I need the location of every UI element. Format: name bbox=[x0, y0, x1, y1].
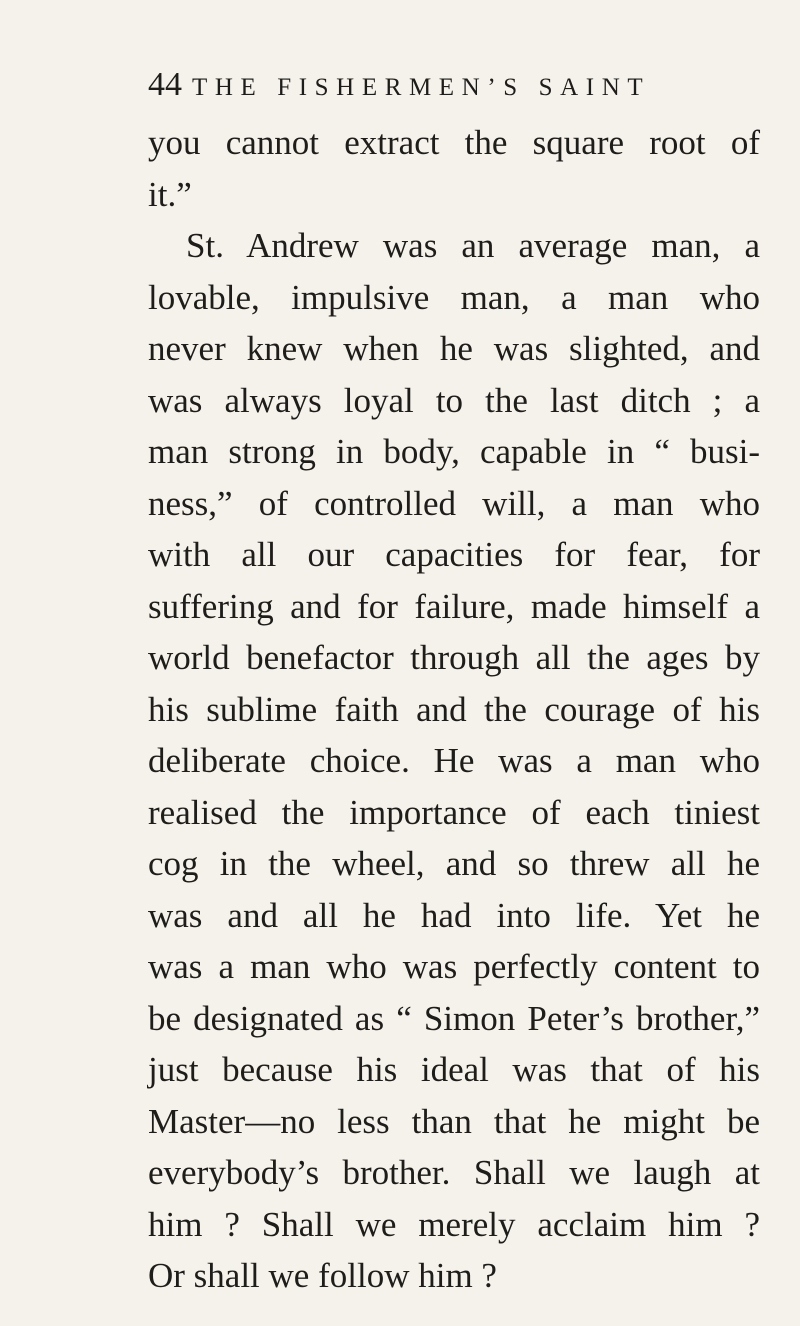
text-line: was and all he had into life. Yet he bbox=[148, 895, 760, 935]
text-line: cog in the wheel, and so threw all he bbox=[148, 844, 760, 883]
text-line: with all our capacities for fear, for bbox=[148, 535, 760, 574]
page-number: 44 bbox=[148, 66, 182, 103]
text-line: ness,” of controlled will, a man who bbox=[148, 483, 760, 523]
text-line: never knew when he was slighted, and bbox=[148, 329, 760, 368]
text-line: just because his ideal was that of his bbox=[148, 1050, 760, 1089]
text-line: his sublime faith and the courage of his bbox=[148, 689, 760, 729]
text-line: deliberate choice. He was a man who bbox=[148, 741, 760, 780]
page-header bbox=[148, 66, 708, 110]
running-title: THE FISHERMEN’S SAINT bbox=[192, 74, 651, 101]
paragraph-start-line: St. Andrew was an average man, a bbox=[186, 226, 760, 265]
text-line: you cannot extract the square root of bbox=[148, 123, 760, 162]
text-line: man strong in body, capable in “ busi- bbox=[148, 432, 760, 471]
text-line: was always loyal to the last ditch ; a bbox=[148, 380, 760, 420]
text-line: was a man who was perfectly content to bbox=[148, 947, 760, 986]
text-line: lovable, impulsive man, a man who bbox=[148, 277, 760, 317]
text-line: it.” bbox=[148, 174, 192, 214]
text-line: Master—no less than that he might be bbox=[148, 1101, 760, 1141]
text-line: world benefactor through all the ages by bbox=[148, 638, 760, 677]
text-line: Or shall we follow him ? bbox=[148, 1256, 497, 1295]
text-line: him ? Shall we merely acclaim him ? bbox=[148, 1204, 760, 1244]
text-line: be designated as “ Simon Peter’s brother,” bbox=[148, 998, 760, 1038]
body-text bbox=[148, 117, 760, 1302]
text-line: everybody’s brother. Shall we laugh at bbox=[148, 1153, 760, 1192]
text-line: realised the importance of each tiniest bbox=[148, 792, 760, 832]
text-line: suffering and for failure, made himself a bbox=[148, 586, 760, 626]
